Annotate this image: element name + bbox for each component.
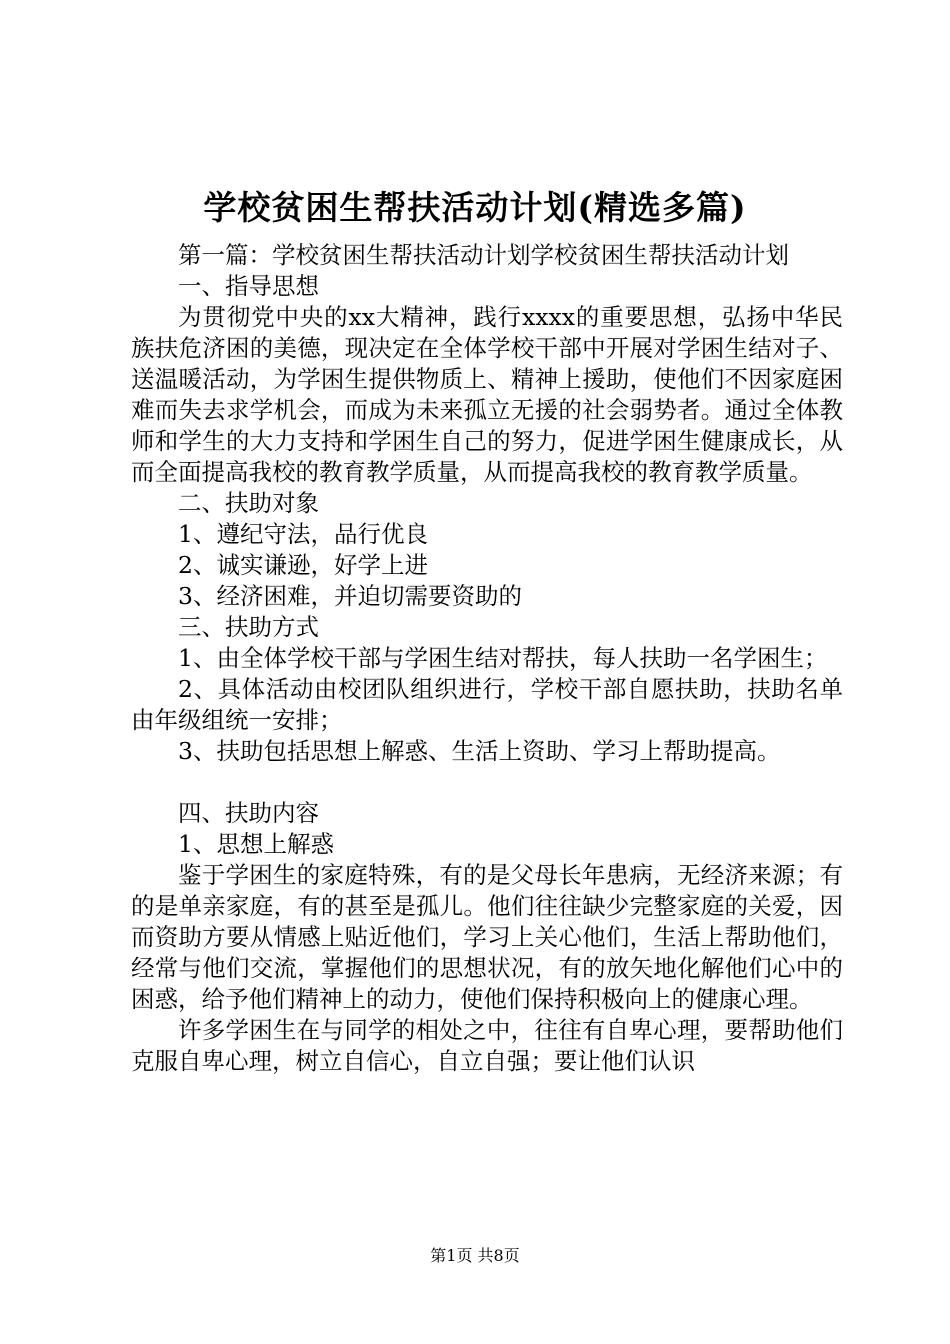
list-item: 3、扶助包括思想上解惑、生活上资助、学习上帮助提高。 (178, 737, 781, 765)
list-item: 1、遵纪守法，品行优良 (178, 520, 428, 548)
list-item: 3、经济困难，并迫切需要资助的 (178, 582, 522, 610)
section-heading: 四、扶助内容 (178, 799, 319, 827)
paragraph: 第一篇：学校贫困生帮扶活动计划学校贫困生帮扶活动计划 (178, 241, 789, 269)
subsection-heading: 1、思想上解惑 (178, 830, 334, 858)
paragraph: 许多学困生在与同学的相处之中，往往有自卑心理，要帮助他们克服自卑心理，树立自信心，自立自强；要让他们认识 (131, 1016, 843, 1075)
document-title: 学校贫困生帮扶活动计划(精选多篇) (203, 188, 747, 227)
section-heading: 二、扶助对象 (178, 489, 319, 517)
page-number-footer: 第1页 共8页 (430, 1246, 520, 1265)
section-heading: 一、指导思想 (178, 272, 319, 300)
list-item: 1、由全体学校干部与学困生结对帮扶，每人扶助一名学困生； (178, 644, 828, 672)
section-heading: 三、扶助方式 (178, 613, 319, 641)
list-item: 2、诚实谦逊，好学上进 (178, 551, 428, 579)
list-item: 2、具体活动由校团队组织进行，学校干部自愿扶助，扶助名单由年级组统一安排； (131, 675, 843, 734)
document-body (131, 240, 843, 1077)
paragraph: 为贯彻党中央的xx大精神，践行xxxx的重要思想，弘扬中华民族扶危济困的美德，现决定在全体学校干部中开展对学困生结对子、送温暖活动，为学困生提供物质上、精神上援助，使他们不因家庭困难而失去求学机会，而成为未来孤立无援的社会弱势者。通过全体教师和学生的大力支持和学困生自己的努力，促进学困生健康成长，从而全面提高我校的教育教学质量，从而提高我校的教育教学质量。 (131, 303, 843, 486)
paragraph: 鉴于学困生的家庭特殊，有的是父母长年患病，无经济来源；有的是单亲家庭，有的甚至是孤儿。他们往往缺少完整家庭的关爱，因而资助方要从情感上贴近他们，学习上关心他们，生活上帮助他们，经常与他们交流，掌握他们的思想状况，有的放矢地化解他们心中的困惑，给予他们精神上的动力，使他们保持积极向上的健康心理。 (131, 861, 843, 1013)
blank-line (131, 767, 843, 798)
